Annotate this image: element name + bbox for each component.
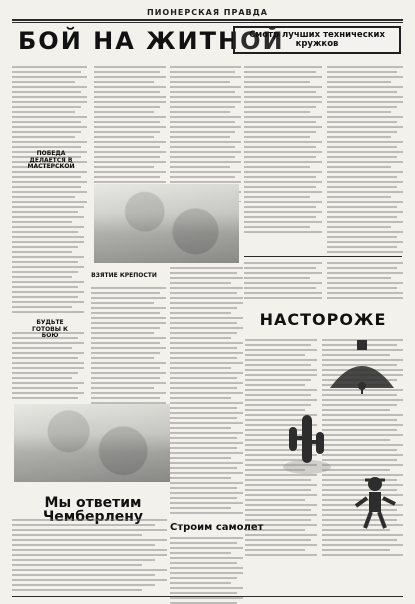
subhead-vzyatie <box>91 273 157 280</box>
subhead-vzyatie-text: ВЗЯТИЕ КРЕПОСТИ <box>91 272 157 279</box>
top-rule-thin <box>12 22 403 23</box>
cactus-illustration <box>273 403 341 477</box>
center-column-2 <box>170 267 243 517</box>
left-column-under-subhead <box>12 206 84 313</box>
left-bottom-column <box>12 519 167 591</box>
headline-text: БОЙ НА ЖИТНОЙ <box>18 27 285 55</box>
headline-my-otvetim-text: Мы ответим Чемберлену <box>42 495 144 525</box>
left-column-lower <box>12 332 84 401</box>
right-column-1 <box>244 66 322 236</box>
right-column-4 <box>327 262 403 306</box>
left-column-top <box>12 66 87 203</box>
subhead-pobeda <box>24 151 78 171</box>
center-bottom-block <box>170 522 264 600</box>
top-rule <box>12 19 403 21</box>
soldier-illustration <box>345 470 405 532</box>
subhead-budte-gotovy-text: БУДЬТЕ ГОТОВЫ К БОЮ <box>32 319 68 340</box>
headline-boi-na-zhitnoi <box>18 27 285 55</box>
left-column-middle <box>94 66 166 183</box>
top-photo <box>94 184 239 263</box>
bell-illustration <box>320 336 404 396</box>
subhead-pobeda-text: ПОБЕДА ДЕЛАЕТСЯ В МАСТЕРСКОЙ <box>27 150 75 171</box>
center-column-1 <box>91 287 166 411</box>
masthead-title: ПИОНЕРСКАЯ ПРАВДА <box>147 7 268 17</box>
masthead <box>12 6 403 18</box>
right-column-3 <box>244 262 322 306</box>
left-column-right <box>170 66 241 202</box>
cactus-icon <box>273 403 341 477</box>
right-separator <box>244 256 402 257</box>
headline-right-text: Смотр лучших технических кружков <box>249 30 385 49</box>
center-bottom-title: Строим самолет <box>170 522 264 533</box>
soldier-icon <box>345 470 405 532</box>
bell-icon <box>320 336 404 396</box>
right-column-2 <box>327 66 403 254</box>
bottom-rule <box>12 596 403 597</box>
headline-nastorozhe <box>245 312 401 328</box>
headline-nastorozhe-text: НАСТОРОЖЕ <box>259 310 387 329</box>
headline-box <box>233 26 401 54</box>
lower-photo <box>14 404 170 482</box>
